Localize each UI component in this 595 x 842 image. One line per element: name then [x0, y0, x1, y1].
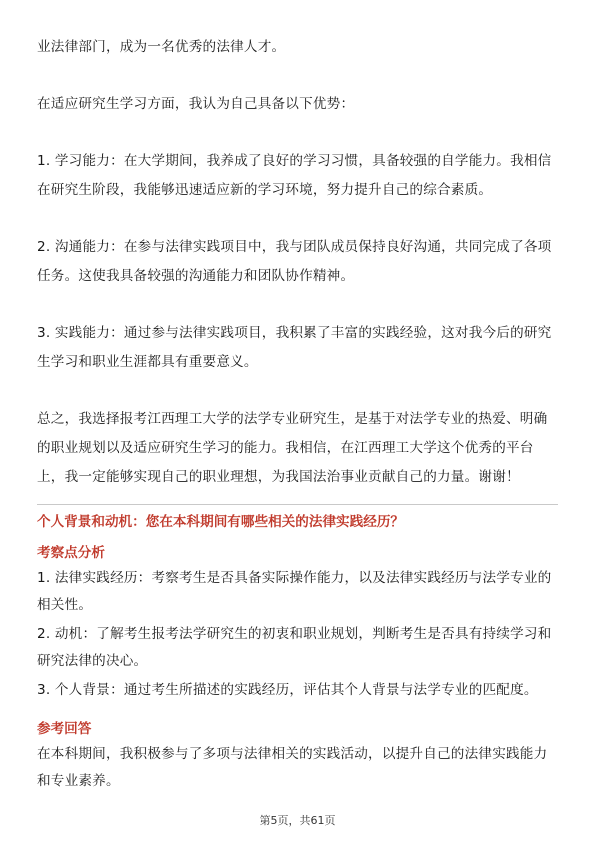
section-divider: [37, 504, 558, 505]
question-heading: 个人背景和动机：您在本科期间有哪些相关的法律实践经历？: [37, 514, 405, 530]
body-paragraph-conclusion: 总之，我选择报考江西理工大学的法学专业研究生，是基于对法学专业的热爱、明确的职业规划以及适应研究生学习的能力。我相信，在江西理工大学这个优秀的平台上，我一定能够实现自己的职业理想，为我国法治事业贡献自己的力量。谢谢！: [37, 411, 548, 485]
body-paragraph-practice-ability: 3. 实践能力：通过参与法律实践项目，我积累了丰富的实践经验，这对我今后的研究生学习和职业生涯都具有重要意义。: [37, 325, 552, 370]
analysis-heading: 考察点分析: [37, 545, 105, 561]
page-number: 第5页，共61页: [259, 814, 336, 827]
body-paragraph-learning-ability: 1. 学习能力：在大学期间，我养成了良好的学习习惯，具备较强的自学能力。我相信在研究生阶段，我能够迅速适应新的学习环境，努力提升自己的综合素质。: [37, 153, 552, 198]
body-paragraph-communication-ability: 2. 沟通能力：在参与法律实践项目中，我与团队成员保持良好沟通，共同完成了各项任务。这使我具备较强的沟通能力和团队协作精神。: [37, 239, 552, 284]
analysis-item: 1. 法律实践经历：考察考生是否具备实际操作能力，以及法律实践经历与法学专业的相关性。: [37, 570, 552, 613]
answer-text: 在本科期间，我积极参与了多项与法律相关的实践活动，以提升自己的法律实践能力和专业素养。: [37, 746, 548, 789]
analysis-item: 3. 个人背景：通过考生所描述的实践经历，评估其个人背景与法学专业的匹配度。: [37, 682, 538, 698]
body-paragraph-intro: 在适应研究生学习方面，我认为自己具备以下优势：: [37, 96, 355, 112]
analysis-item: 2. 动机：了解考生报考法学研究生的初衷和职业规划，判断考生是否具有持续学习和研究法律的决心。: [37, 626, 552, 669]
body-paragraph-continuation: 业法律部门，成为一名优秀的法律人才。: [37, 39, 286, 55]
answer-heading: 参考回答: [37, 721, 92, 737]
